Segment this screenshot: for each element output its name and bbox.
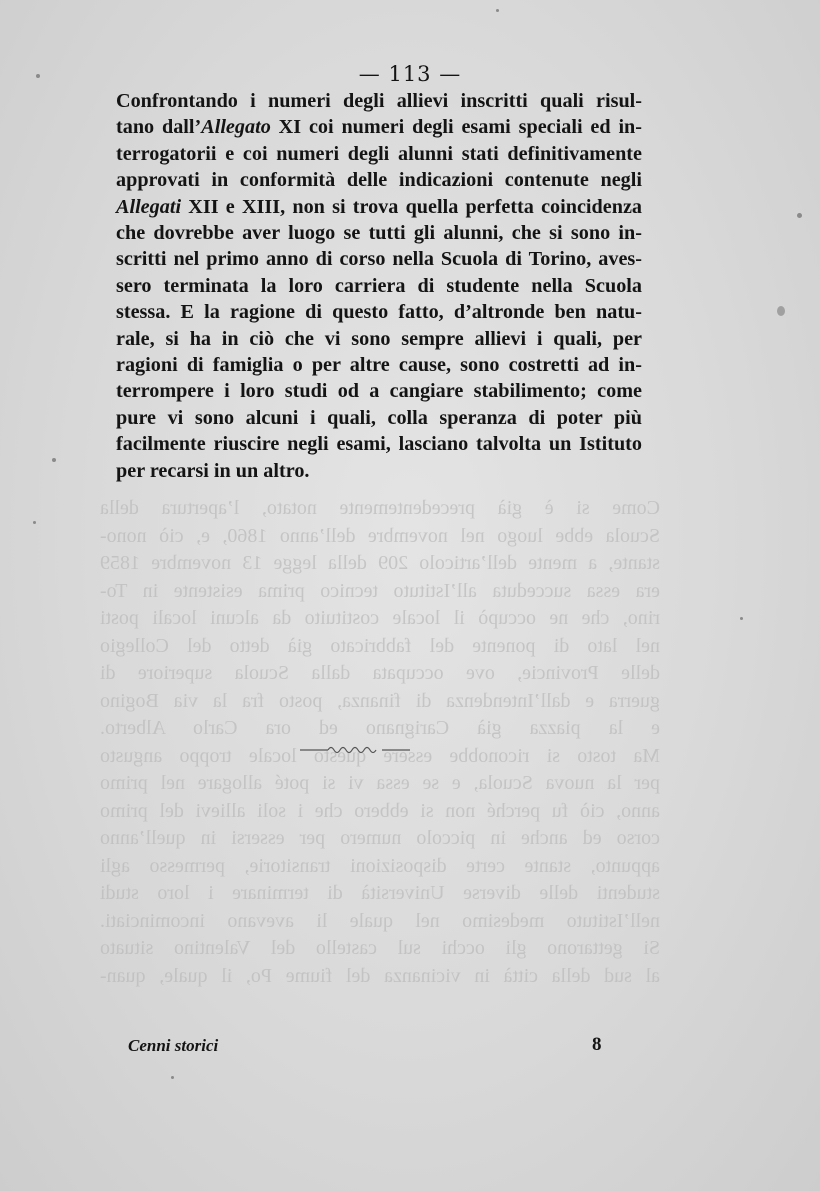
bleed-line: era essa succeduta all’Istituto tecnico prima esistente in To- — [100, 579, 660, 602]
body-paragraph — [116, 88, 642, 484]
bleed-line: e la piazza già Carignano ed ora Carlo Alberto. — [100, 717, 660, 739]
bleed-line: al sud della città in vicinanza del fiume Po, il quale, quan- — [100, 964, 660, 987]
text-line: scritti nel primo anno di corso nella Scuola di Torino, aves- — [116, 248, 642, 271]
text-line: facilmente riuscire negli esami, lasciano talvolta un Istituto — [116, 433, 642, 456]
text-line — [116, 114, 642, 140]
paper-speck — [52, 458, 56, 462]
text-line: ragioni di famiglia o per altre cause, sono costretti ad in- — [116, 354, 642, 377]
bleed-line: rino, che ne occupò il locale costituito da alcuni locali posti — [100, 607, 660, 629]
paper-speck — [777, 306, 785, 316]
paper-speck — [496, 9, 499, 12]
paper-speck — [797, 213, 802, 218]
text-line: stessa. E la ragione di questo fatto, d’altronde ben natu- — [116, 301, 642, 324]
bleed-line: appunto, stante certe disposizioni transitorie, permesso agli — [100, 854, 660, 877]
paper-speck — [740, 617, 743, 620]
bleed-line: Si gettarono gli occhi sul castello del Valentino situato — [100, 937, 660, 959]
bleed-line: delle Provincie, ove occupata dalla Scuola superiore di — [100, 662, 660, 684]
text-line: terrompere i loro studi od a cangiare stabilimento; come — [116, 380, 642, 403]
paper-speck — [33, 521, 36, 524]
bleed-line: nell’Istituto medesimo nel quale li avevano incominciati. — [100, 909, 660, 932]
bleed-line: per la nuova Scuola, e se essa vi si poté allogare nel primo — [100, 772, 660, 794]
bleed-line: Scuola ebbe luogo nel novembre dell’anno 1860, e, ciò nono- — [100, 524, 660, 547]
bleed-line: Come si è già precedentemente notato, l’apertura della — [100, 497, 660, 519]
italic-reference: Allegato — [201, 116, 271, 139]
page-number: — 113 — — [358, 62, 462, 86]
text-line: rale, si ha in ciò che vi sono sempre allievi i quali, per — [116, 327, 642, 350]
text-fragment: XI coi numeri degli esami speciali ed in- — [278, 116, 643, 139]
paper-speck — [171, 1076, 174, 1079]
bleed-line: stante, a mente dell’articolo 209 della legge 13 novembre 1859 — [100, 552, 660, 574]
footer-signature-mark: 8 — [592, 1034, 602, 1055]
bleed-line: nel lato di ponente del fabbricato già detto del Collegio — [100, 634, 660, 657]
bleed-line: guerra e dall’Intendenza di finanza, posto fra la via Bogino — [100, 689, 660, 712]
footer-book-title: Cenni storici — [128, 1036, 219, 1055]
text-line: che dovrebbe aver luogo se tutti gli alunni, che si sono in- — [116, 222, 642, 245]
bleed-line: corso ed anche in piccolo numero per essersi in quell’anno — [100, 827, 660, 849]
wavy-ornament — [300, 742, 410, 756]
paper-speck — [36, 74, 40, 78]
italic-reference: Allegati — [116, 195, 182, 218]
text-line: Confrontando i numeri degli allievi inscritti quali risul- — [116, 90, 642, 112]
text-line: pure vi sono alcuni i quali, colla speranza di poter più — [116, 406, 642, 429]
text-line: sero terminata la loro carriera di studente nella Scuola — [116, 274, 642, 297]
bleed-line: anno, ciò fu perché non si ebbero che i soli allievi del primo — [100, 799, 660, 822]
text-line: approvati in conformità delle indicazioni contenute negli — [116, 169, 642, 192]
bleed-line: Ma tosto si riconobbe essere questo locale troppo angusto — [100, 744, 660, 767]
text-line: per recarsi in un altro. — [116, 459, 310, 482]
text-fragment: tano dall’ — [116, 116, 202, 139]
text-line — [116, 194, 642, 220]
bleed-line: studenti delle diverse Università di terminare i loro studi — [100, 882, 660, 904]
text-fragment: XII e XIII, non si trova quella perfetta coincidenza — [188, 195, 643, 218]
text-line: terrogatorii e coi numeri degli alunni stati definitivamente — [116, 142, 642, 165]
